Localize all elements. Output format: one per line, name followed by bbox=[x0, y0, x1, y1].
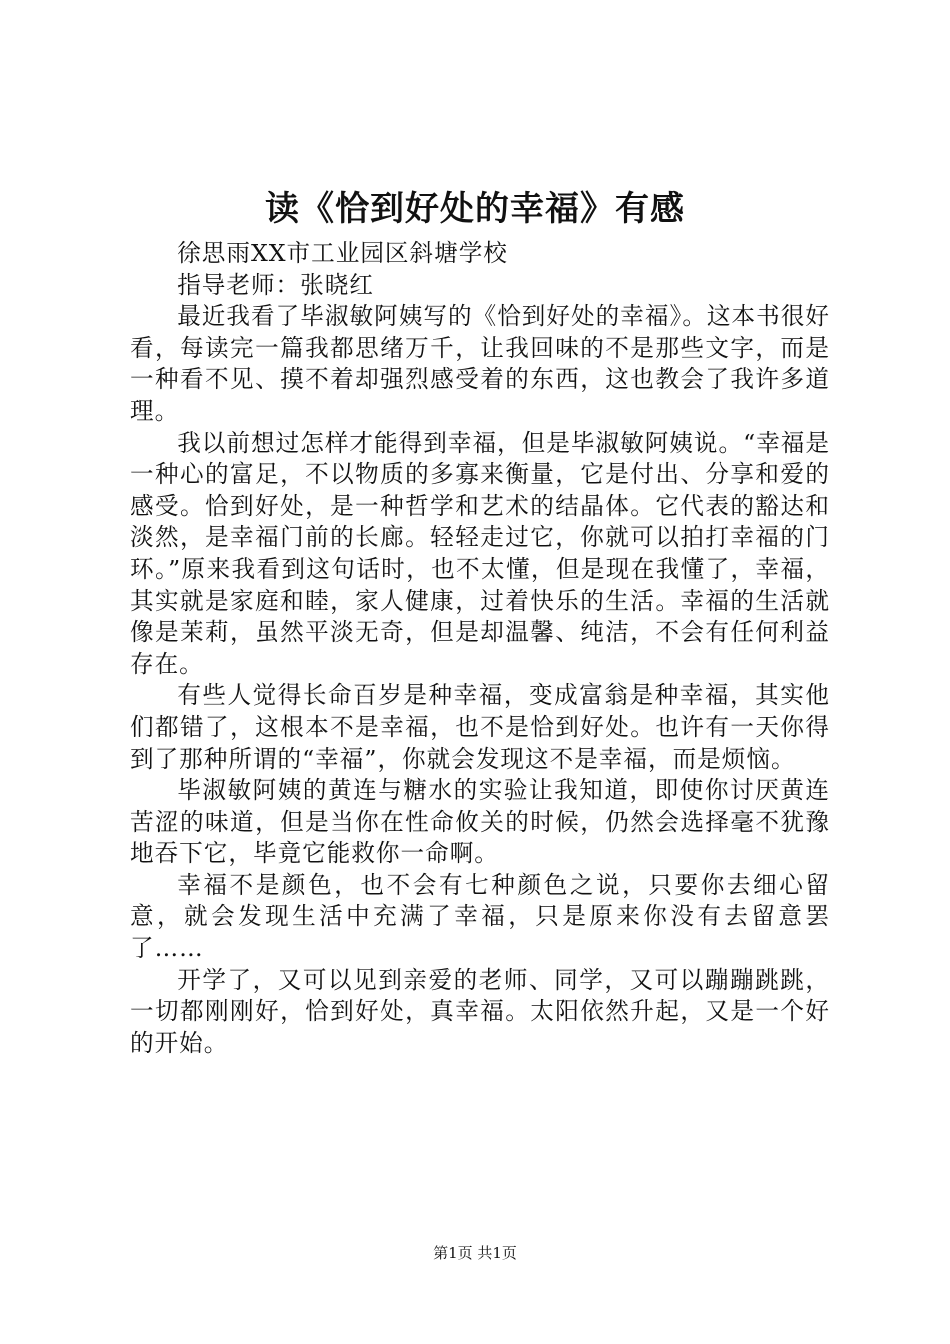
document-title: 读《恰到好处的幸福》有感 bbox=[265, 189, 685, 229]
document-body bbox=[130, 238, 830, 1059]
paragraph: 幸福不是颜色，也不会有七种颜色之说，只要你去细心留意，就会发现生活中充满了幸福，只是原来你没有去留意罢了…… bbox=[130, 870, 830, 963]
paragraph: 有些人觉得长命百岁是种幸福，变成富翁是种幸福，其实他们都错了，这根本不是幸福，也不是恰到好处。也许有一天你得到了那种所谓的“幸福”，你就会发现这不是幸福，而是烦恼。 bbox=[130, 681, 830, 773]
paragraph: 最近我看了毕淑敏阿姨写的《恰到好处的幸福》。这本书很好看，每读完一篇我都思绪万千，让我回味的不是那些文字，而是一种看不见、摸不着却强烈感受着的东西，这也教会了我许多道理。 bbox=[130, 302, 830, 425]
paragraph: 毕淑敏阿姨的黄连与糖水的实验让我知道，即使你讨厌黄连苦涩的味道，但是当你在性命攸关的时候，仍然会选择毫不犹豫地吞下它，毕竟它能救你一命啊。 bbox=[130, 776, 830, 868]
author-line: 徐思雨XX市工业园区斜塘学校 bbox=[177, 239, 508, 267]
paragraph: 开学了，又可以见到亲爱的老师、同学，又可以蹦蹦跳跳，一切都刚刚好，恰到好处，真幸福。太阳依然升起，又是一个好的开始。 bbox=[130, 965, 830, 1057]
teacher-line: 指导老师：张晓红 bbox=[177, 270, 374, 299]
page-footer: 第1页 共1页 bbox=[433, 1244, 517, 1262]
paragraph: 我以前想过怎样才能得到幸福，但是毕淑敏阿姨说。“幸福是一种心的富足，不以物质的多寡来衡量，它是付出、分享和爱的感受。恰到好处，是一种哲学和艺术的结晶体。它代表的豁达和淡然，是幸福门前的长廊。轻轻走过它，你就可以拍打幸福的门环。”原来我看到这句话时，也不太懂，但是现在我懂了，幸福，其实就是家庭和睦，家人健康，过着快乐的生活。幸福的生活就像是茉莉，虽然平淡无奇，但是却温馨、纯洁，不会有任何利益存在。 bbox=[130, 428, 830, 678]
